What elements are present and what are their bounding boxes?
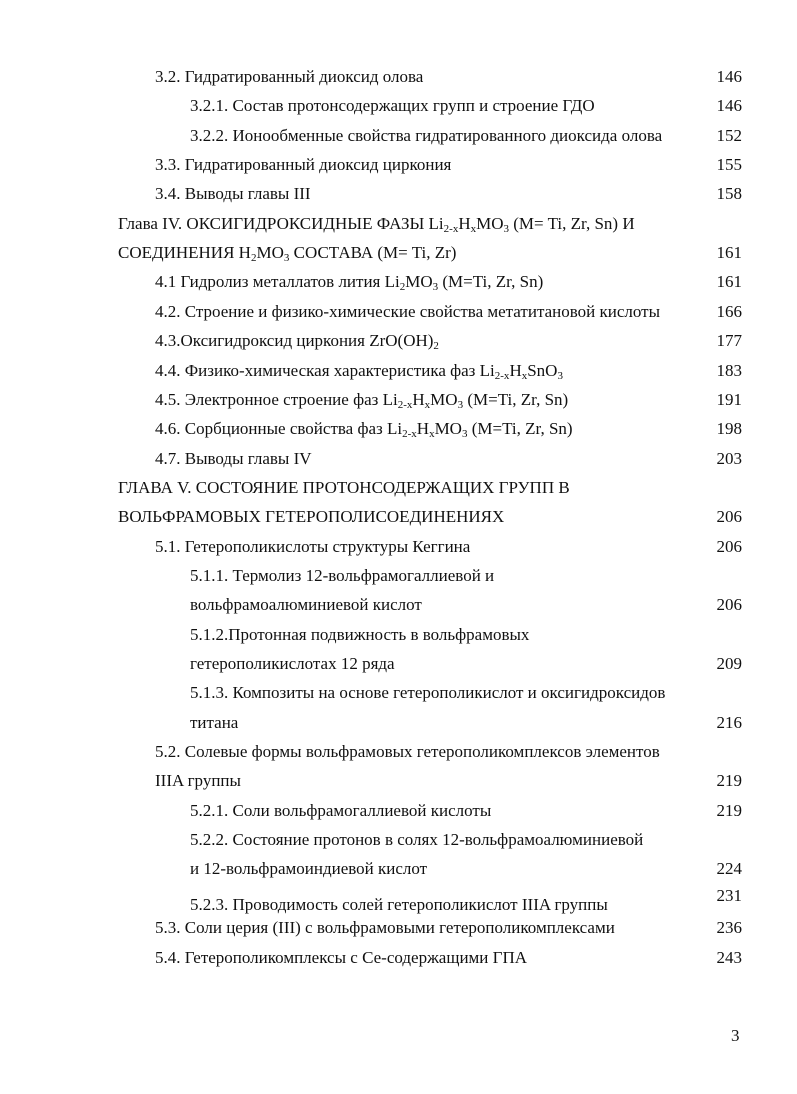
toc-entry-line xyxy=(0,329,797,353)
title-text: 5.1.3. Композиты на основе гетерополикислот и оксигидроксидов xyxy=(190,683,666,703)
toc-entry-title xyxy=(118,505,504,529)
title-text: 3.3. Гидратированный диоксид циркония xyxy=(155,155,452,175)
toc-entry-title xyxy=(190,857,427,881)
title-text: (M=Ti, Zr, Sn) xyxy=(438,272,544,292)
subscript: 2 xyxy=(250,252,257,265)
toc-entry-line xyxy=(0,769,797,793)
toc-page-number: 158 xyxy=(716,184,742,204)
title-text: 4.3.Оксигидроксид циркония ZrO(OH) xyxy=(155,331,434,351)
toc-entry-title xyxy=(155,182,311,206)
toc-entry-title xyxy=(118,476,570,500)
toc-entry-title xyxy=(190,681,665,705)
subscript: 3 xyxy=(283,252,290,265)
title-text: 3.2.2. Ионообменные свойства гидратированного диоксида олова xyxy=(190,125,663,145)
title-text: 3.2. Гидратированный диоксид олова xyxy=(155,67,424,86)
title-text: ГЛАВА V. СОСТОЯНИЕ ПРОТОНСОДЕРЖАЩИХ ГРУПП В xyxy=(118,477,570,497)
toc-entry-title xyxy=(190,711,238,735)
subscript: 3 xyxy=(557,369,563,382)
subscript: 2-x xyxy=(402,428,417,441)
subscript: 3 xyxy=(432,281,439,294)
toc-entry-line xyxy=(0,681,797,705)
subscript: 3 xyxy=(503,222,510,235)
toc-entry-title xyxy=(155,535,470,559)
toc-page-number: 219 xyxy=(716,771,742,791)
subscript: x xyxy=(429,428,435,441)
title-text: 5.2.1. Соли вольфрамогаллиевой кислоты xyxy=(190,800,492,820)
toc-chapter-line xyxy=(0,212,797,236)
toc-entry-line xyxy=(0,946,797,970)
toc-page-number: 224 xyxy=(716,859,742,879)
toc-entry-title xyxy=(190,828,643,852)
toc-page-number: 161 xyxy=(716,243,742,263)
toc-entry-title xyxy=(155,388,568,412)
subscript: 2-x xyxy=(494,369,510,382)
subscript: 2-x xyxy=(397,398,413,411)
title-text: Глава IV. ОКСИГИДРОКСИДНЫЕ ФАЗЫ Li xyxy=(118,213,444,233)
toc-entry-title xyxy=(155,300,660,324)
toc-chapter-line xyxy=(0,476,797,500)
toc-entry-line xyxy=(0,740,797,764)
title-text: (M= Ti, Zr, Sn) И xyxy=(509,213,635,233)
title-text: СОСТАВА (M= Ti, Zr) xyxy=(289,243,457,263)
title-text: СОЕДИНЕНИЯ H xyxy=(118,243,251,263)
toc-entry-title xyxy=(190,94,595,118)
title-text: 4.4. Физико-химическая характеристика фаз Li xyxy=(155,360,495,380)
toc-page-number: 161 xyxy=(716,272,742,292)
title-text: 5.1.2.Протонная подвижность в вольфрамовых xyxy=(190,624,530,644)
toc-entry-title xyxy=(190,564,494,588)
title-text: 4.1 Гидролиз металлатов лития Li xyxy=(155,272,400,292)
title-text: H xyxy=(458,213,471,233)
toc-page-number: 209 xyxy=(716,654,742,673)
subscript: 3 xyxy=(457,398,464,411)
toc-entry-line xyxy=(0,153,797,177)
subscript: 2-x xyxy=(443,222,459,235)
title-text: 5.1.1. Термолиз 12-вольфрамогаллиевой и xyxy=(190,565,495,585)
toc-entry-title xyxy=(190,593,422,617)
title-text: 5.4. Гетерополикомплексы с Се-содержащими ГПА xyxy=(155,947,528,967)
toc-entry-line xyxy=(0,711,797,735)
title-text: 5.2.2. Состояние протонов в солях 12-вольфрамоалюминиевой xyxy=(190,830,644,850)
toc-page-number: 206 xyxy=(716,536,742,556)
toc-page-number: 152 xyxy=(716,125,742,145)
toc-page-number: 231 xyxy=(716,885,742,905)
toc-entry-line xyxy=(0,535,797,559)
toc-entry-line xyxy=(0,300,797,324)
toc-entry-line xyxy=(0,417,797,441)
toc-entry-title xyxy=(155,946,527,970)
toc-entry-line xyxy=(0,388,797,412)
toc-entry-line xyxy=(0,916,797,940)
toc-page-number: 155 xyxy=(716,155,742,175)
title-text: гетерополикислотах 12 ряда xyxy=(190,654,395,673)
title-text: H xyxy=(416,419,430,439)
title-text: MO xyxy=(405,272,433,292)
toc-page-number: 177 xyxy=(716,331,742,351)
title-text: (M=Ti, Zr, Sn) xyxy=(467,419,573,439)
toc-entry-line xyxy=(0,94,797,118)
toc-entry-title xyxy=(155,153,451,177)
toc-entry-title xyxy=(118,241,456,265)
toc-page-number: 216 xyxy=(716,712,742,732)
toc-entry-line xyxy=(0,182,797,206)
toc-entry-title xyxy=(155,447,312,471)
toc-entry-line xyxy=(0,652,797,676)
title-text: 5.3. Соли церия (III) с вольфрамовыми гетерополикомплексами xyxy=(155,918,615,938)
toc-entry-title xyxy=(190,799,491,823)
subscript: x xyxy=(470,222,477,235)
subscript: x xyxy=(521,369,528,382)
toc-entry-title xyxy=(190,652,395,676)
toc-chapter-line xyxy=(0,241,797,265)
toc-page-number: 203 xyxy=(716,448,742,468)
toc-entry-title xyxy=(155,916,615,940)
toc-page-number: 236 xyxy=(716,918,742,938)
title-text: 3.2.1. Состав протонсодержащих групп и строение ГДО xyxy=(190,96,595,116)
title-text: 5.1. Гетерополикислоты структуры Кеггина xyxy=(155,536,471,556)
title-text: MO xyxy=(256,243,284,263)
toc-entry-title xyxy=(155,359,563,383)
page-number: 3 xyxy=(731,1026,740,1045)
toc-entry-title xyxy=(155,270,543,294)
toc-entry-title xyxy=(155,329,439,353)
title-text: MO xyxy=(430,389,458,409)
toc-page-number: 206 xyxy=(716,595,742,615)
toc-page-number: 243 xyxy=(716,947,742,967)
title-text: 5.2.3. Проводимость солей гетерополикислот IIIA группы xyxy=(190,894,608,914)
toc-entry-title xyxy=(155,740,660,764)
title-text: вольфрамоалюминиевой кислот xyxy=(190,595,422,615)
toc-entry-line xyxy=(0,65,797,89)
toc-entry-line xyxy=(0,447,797,471)
toc-entry-line xyxy=(0,270,797,294)
toc-page-number: 219 xyxy=(716,800,742,820)
title-text: SnO xyxy=(527,360,558,380)
title-text: 3.4. Выводы главы III xyxy=(155,184,311,204)
toc-entry-line xyxy=(0,564,797,588)
subscript: x xyxy=(424,398,431,411)
toc-entry-line xyxy=(0,857,797,881)
title-text: 5.2. Солевые формы вольфрамовых гетерополикомплексов элементов xyxy=(155,742,660,762)
toc-entry-line xyxy=(0,593,797,617)
toc-entry-title xyxy=(155,769,241,793)
toc-page-number: 183 xyxy=(716,360,742,380)
title-text: 4.5. Электронное строение фаз Li xyxy=(155,389,398,409)
toc-page-number: 191 xyxy=(716,389,742,409)
toc-page-number: 166 xyxy=(716,301,742,321)
toc-entry-title xyxy=(118,212,635,236)
title-text: (M=Ti, Zr, Sn) xyxy=(463,389,569,409)
title-text: титана xyxy=(190,712,239,732)
title-text: 4.2. Строение и физико-химические свойства метатитановой кислоты xyxy=(155,301,660,321)
toc-entry-title xyxy=(155,65,423,89)
title-text: H xyxy=(509,360,522,380)
subscript: 2 xyxy=(399,281,406,294)
subscript: 2 xyxy=(433,340,439,353)
toc-entry-title xyxy=(190,893,608,917)
title-text: H xyxy=(412,389,425,409)
toc-entry-line xyxy=(0,799,797,823)
toc-entry-line xyxy=(0,828,797,852)
title-text: MO xyxy=(476,213,504,233)
toc-entry-line xyxy=(0,623,797,647)
toc-page-number: 146 xyxy=(716,67,742,86)
title-text: и 12-вольфрамоиндиевой кислот xyxy=(190,859,428,879)
toc-chapter-line xyxy=(0,505,797,529)
title-text: 4.6. Сорбционные свойства фаз Li xyxy=(155,419,403,439)
toc-page-number: 206 xyxy=(716,507,742,527)
toc-entry-line xyxy=(0,124,797,148)
toc-entry-line xyxy=(0,359,797,383)
title-text: IIIA группы xyxy=(155,771,241,791)
title-text: ВОЛЬФРАМОВЫХ ГЕТЕРОПОЛИСОЕДИНЕНИЯХ xyxy=(118,507,505,527)
toc-page-number: 198 xyxy=(716,419,742,439)
title-text: 4.7. Выводы главы IV xyxy=(155,448,312,468)
subscript: 3 xyxy=(461,428,468,441)
toc-page-number: 146 xyxy=(716,96,742,116)
title-text: MO xyxy=(434,419,462,439)
toc-entry-line xyxy=(0,885,797,917)
toc-entry-title xyxy=(190,124,662,148)
toc-entry-title xyxy=(190,623,529,647)
toc-entry-title xyxy=(155,417,573,441)
